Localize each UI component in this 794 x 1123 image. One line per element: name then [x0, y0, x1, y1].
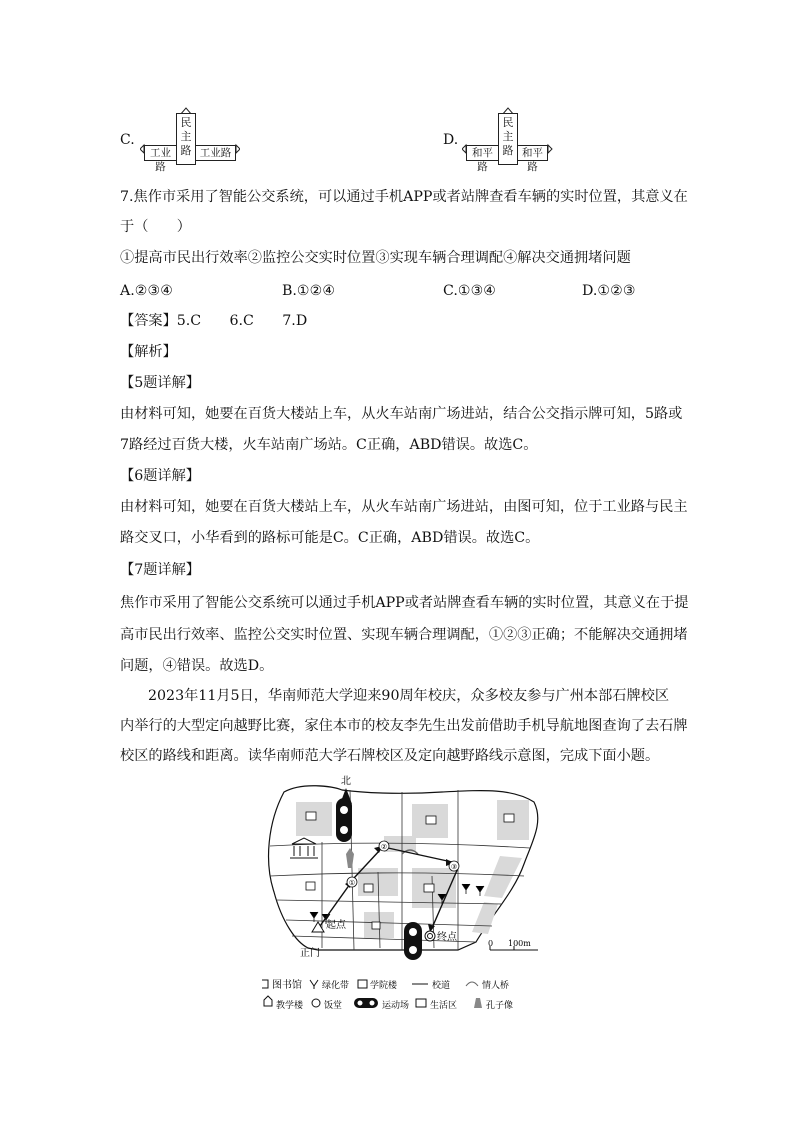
- q7-stem-line2: 于（ ）: [120, 219, 191, 235]
- intro-line3: 校区的路线和距离。读华南师范大学石牌校区及定向越野路线示意图，完成下面小题。: [120, 748, 660, 764]
- sign-char: 主: [502, 130, 514, 143]
- scale-zero: 0: [488, 939, 494, 948]
- q6-line1: 由材料可知，她要在百货大楼站上车，从火车站南广场进站，由图可知，位于工业路与民主: [120, 499, 688, 515]
- checkpoint-3: ③: [450, 863, 458, 871]
- q7d-line2: 高市民出行效率、监控公交实时位置、实现车辆合理调配，①②③正确；不能解决交通拥堵: [120, 627, 688, 643]
- college-building-legend-icon: [358, 980, 367, 988]
- road-sign-d-left: 和平路: [466, 145, 499, 161]
- analysis-title: 【解析】: [120, 344, 177, 360]
- q7d-title: 【7题详解】: [120, 562, 200, 578]
- intro-line2: 内举行的大型定向越野比赛，家住本市的校友李先生出发前借助手机导航地图查询了去石牌: [120, 718, 688, 734]
- legend: [262, 978, 509, 991]
- start-label: 起点: [326, 920, 346, 931]
- scale-distance: 100m: [508, 939, 531, 948]
- sports-field-top: [336, 798, 352, 842]
- road-sign-c: [140, 105, 240, 173]
- road-sign-d-right: 和平路: [517, 145, 548, 161]
- end-label: 终点: [437, 932, 457, 943]
- q7d-line3: 问题，④错误。故选D。: [120, 658, 274, 674]
- intro-line1: 2023年11月5日，华南师范大学迎来90周年校庆，众多校友参与广州本部石牌校区: [148, 688, 670, 704]
- legend-library: 图书馆: [272, 980, 302, 991]
- sign-char: 主: [180, 130, 192, 143]
- q6-line2: 路交叉口，小华看到的路标可能是C。C正确，ABD错误。故选C。: [120, 530, 540, 546]
- answer-line: 【答案】5.C 6.C 7.D: [120, 313, 308, 329]
- legend-green-belt: 绿化带: [322, 981, 350, 991]
- end-circle-icon: [425, 931, 435, 941]
- q5-line2: 7路经过百货大楼，火车站南广场站。C正确，ABD错误。故选C。: [120, 437, 538, 453]
- option-c-label: C.: [120, 132, 135, 148]
- legend-teaching-building: 教学楼: [276, 1001, 304, 1011]
- road-sign-c-right: 工业路: [195, 145, 236, 161]
- lovers-bridge-legend-icon: [466, 982, 478, 986]
- option-d-label: D.: [443, 132, 459, 148]
- teaching-building-legend-icon: [264, 996, 272, 1006]
- q7-option-a: A.②③④: [120, 283, 173, 299]
- legend-living-area: 生活区: [430, 1001, 458, 1011]
- sports-field-bottom: [404, 922, 422, 960]
- canteen-legend-icon: [312, 999, 320, 1007]
- legend-college-building: 学院楼: [370, 981, 398, 991]
- road-sign-d-vertical: [498, 113, 518, 165]
- checkpoint-2: ②: [380, 843, 388, 851]
- sign-char: 路: [180, 144, 192, 157]
- campus-map: [262, 772, 552, 1022]
- green-belt-legend-icon: [310, 980, 318, 989]
- gate-label: 正门: [300, 948, 320, 959]
- q5-title: 【5题详解】: [120, 375, 200, 391]
- q5-line1: 由材料可知，她要在百货大楼站上车，从火车站南广场进站，结合公交指示牌可知，5路或: [120, 406, 683, 422]
- legend-row-2: [264, 996, 513, 1011]
- road-sign-c-vertical: [176, 113, 196, 165]
- road-sign-d: [462, 105, 562, 173]
- q7-statements: ①提高市民出行效率②监控公交实时位置③实现车辆合理调配④解决交通拥堵问题: [120, 250, 631, 266]
- legend-confucius: 孔子像: [486, 1001, 514, 1011]
- checkpoint-1: ①: [348, 879, 356, 887]
- living-area-legend-icon: [416, 999, 426, 1007]
- q7-option-c: C.①③④: [443, 283, 497, 299]
- sign-char: 路: [502, 144, 514, 157]
- confucius-legend-icon: [474, 998, 482, 1008]
- road-sign-c-left: 工业路: [144, 145, 177, 161]
- north-label: 北: [341, 776, 351, 787]
- q7d-line1: 焦作市采用了智能公交系统可以通过手机APP或者站牌查看车辆的实时位置，其意义在于提: [120, 595, 689, 611]
- sign-char: 民: [502, 116, 514, 129]
- legend-campus-road: 校道: [432, 981, 451, 991]
- legend-sports-field: 运动场: [382, 1001, 410, 1011]
- q6-title: 【6题详解】: [120, 468, 200, 484]
- legend-canteen: 饭堂: [324, 1001, 343, 1011]
- q7-stem-line1: 7.焦作市采用了智能公交系统，可以通过手机APP或者站牌查看车辆的实时位置，其意义在: [120, 189, 688, 205]
- legend-lovers-bridge: 情人桥: [482, 981, 510, 991]
- q7-option-d: D.①②③: [582, 283, 636, 299]
- q7-option-b: B.①②④: [282, 283, 336, 299]
- sign-char: 民: [180, 116, 192, 129]
- library-legend-icon: [262, 980, 268, 988]
